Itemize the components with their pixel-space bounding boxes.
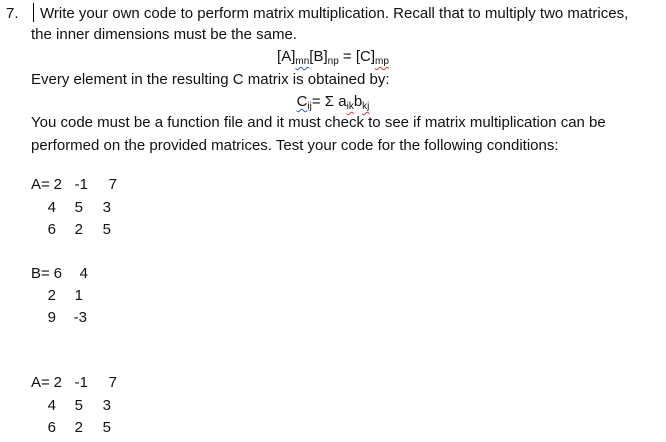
matrix-cell: 6	[47, 221, 56, 238]
sum-expression: = Σ a	[311, 93, 347, 110]
matrix-c-symbol: [C]	[355, 48, 376, 65]
matrix-cell: -1	[74, 176, 88, 193]
matrix-cell: -3	[73, 309, 87, 326]
text-cursor	[33, 3, 34, 22]
matrix-cell: 6	[47, 419, 56, 436]
c-element: $C_{ij}$	[296, 93, 312, 112]
matrix-cell: 7	[108, 176, 117, 193]
matrix-cell: -1	[74, 374, 88, 391]
a-index: ik	[346, 101, 354, 112]
matrix-cell: 4	[47, 397, 56, 414]
matrix-b-symbol: [B]	[309, 48, 328, 65]
matrix-cell: 1	[74, 287, 83, 304]
matrix-cell: 9	[47, 309, 56, 326]
element-equation	[0, 93, 666, 116]
matrix-cell: 3	[102, 199, 111, 216]
matrix-label: A=	[31, 176, 50, 193]
b-index: kj	[362, 101, 370, 112]
matrix-cell: 2	[74, 221, 83, 238]
matrix-label: A=	[31, 374, 50, 391]
equals-sign: =	[338, 48, 356, 65]
matrix-c-dims: mp	[375, 56, 389, 67]
matrix-cell: 2	[47, 287, 56, 304]
question-line-2: the inner dimensions must be the same.	[31, 26, 297, 43]
matrix-cell: 2	[53, 374, 62, 391]
b-symbol: b	[353, 93, 363, 110]
question-line-6: You code must be a function file and it must check to see if matrix multiplication can be	[31, 114, 606, 131]
matrix-cell: 3	[102, 397, 111, 414]
matrix-cell: 6	[53, 265, 62, 282]
matrix-cell: 5	[74, 397, 83, 414]
matrix-cell: 5	[102, 221, 111, 238]
matrix-cell: 4	[47, 199, 56, 216]
question-number: 7.	[6, 5, 19, 22]
matrix-cell: 4	[79, 265, 88, 282]
question-line-1: Write your own code to perform matrix multiplication. Recall that to multiply two matrices,	[40, 5, 629, 22]
matrix-cell: 2	[74, 419, 83, 436]
question-line-4: Every element in the resulting C matrix is obtained by:	[31, 71, 390, 88]
matrix-a-symbol: [A]	[277, 48, 296, 65]
matrix-cell: 5	[74, 199, 83, 216]
matrix-cell: 7	[108, 374, 117, 391]
matrix-cell: 5	[102, 419, 111, 436]
matrix-cell: 2	[53, 176, 62, 193]
matrix-b-dims: np	[327, 56, 339, 67]
matrix-a-dims: mn	[295, 56, 310, 67]
matrix-label: B=	[31, 265, 50, 282]
question-line-7: performed on the provided matrices. Test your code for the following conditions:	[31, 137, 559, 154]
dimension-equation	[0, 48, 666, 71]
